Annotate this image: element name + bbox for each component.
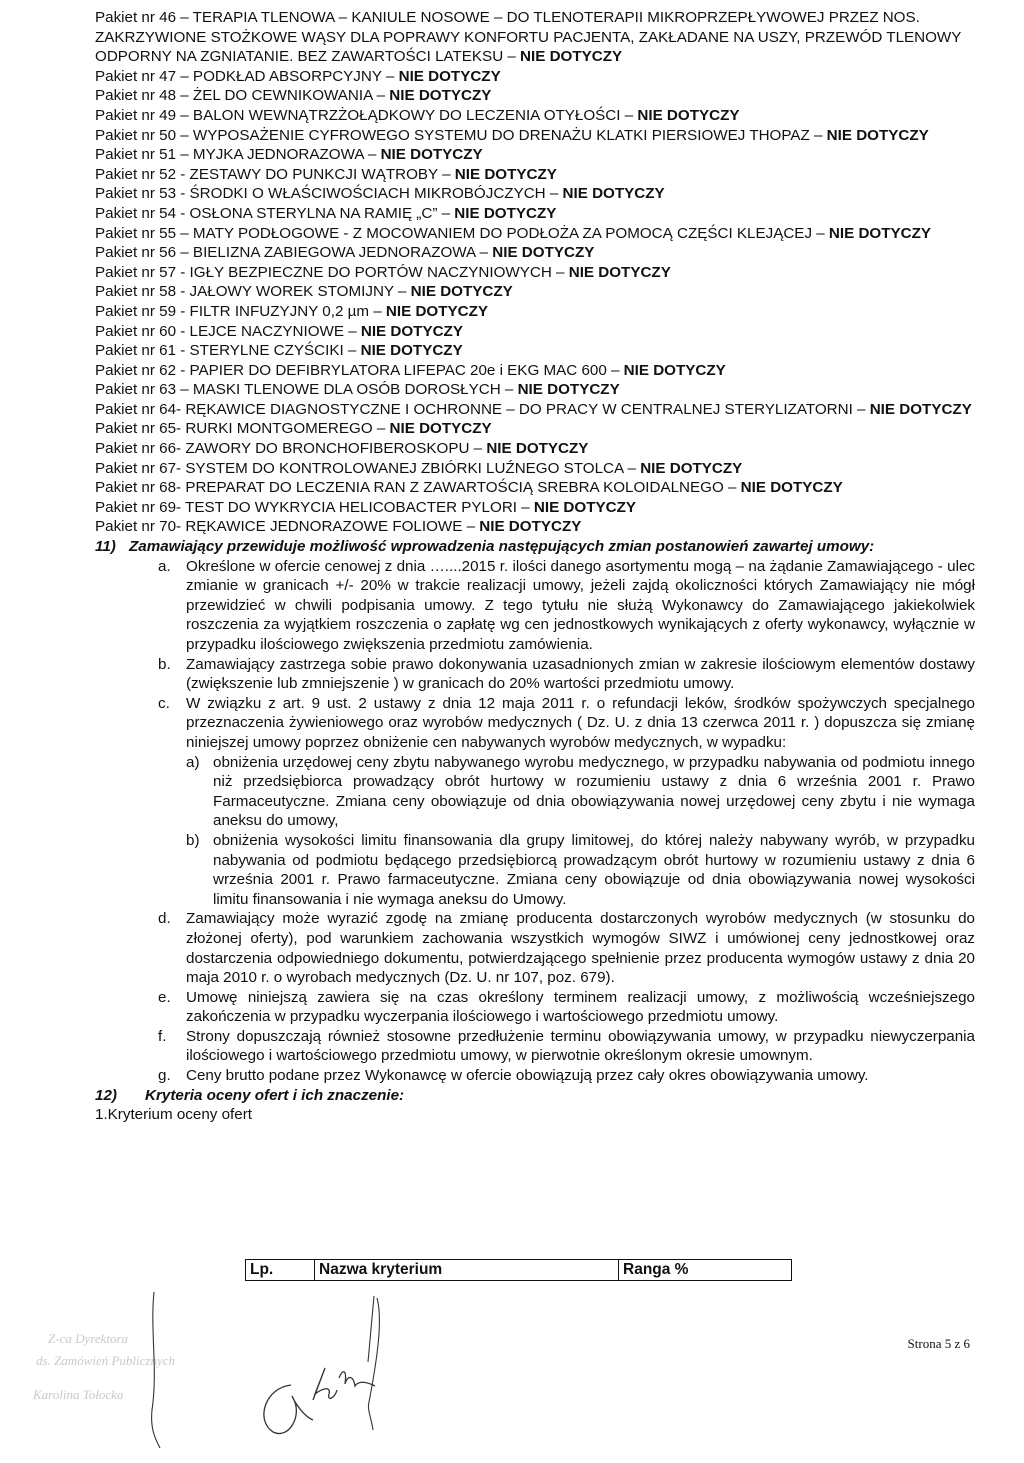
stamp-signature-stroke	[142, 1290, 172, 1450]
package-line: Pakiet nr 69- TEST DO WYKRYCIA HELICOBACTER PYLORI – NIE DOTYCZY	[95, 498, 636, 516]
status-not-applicable: NIE DOTYCZY	[826, 126, 929, 144]
package-line: Pakiet nr 48 – ŻEL DO CEWNIKOWANIA – NIE DOTYCZY	[95, 87, 492, 105]
status-not-applicable: NIE DOTYCZY	[398, 67, 501, 85]
status-not-applicable: NIE DOTYCZY	[562, 185, 665, 203]
status-not-applicable: NIE DOTYCZY	[454, 204, 557, 222]
section-11-list	[95, 557, 975, 1086]
package-line: Pakiet nr 46 – TERAPIA TLENOWA – KANIULE NOSOWE – DO TLENOTERAPII MIKROPRZEPŁYWOWEJ PRZEZ NOS. ZAKRZYWIONE STOŻKOWE WĄSY DLA POPRAWY KONFORTU PACJENTA, ZAKŁADANE NA USZY, PRZEWÓD TLENOWY ODPORNY NA ZGNIATANIE. BEZ ZAWARTOŚCI LATEKSU – NIE DOTYCZY	[95, 9, 962, 66]
handwritten-signature	[255, 1290, 415, 1440]
amendment-item: g. Ceny brutto podane przez Wykonawcę w ofercie obowiązują przez cały okres obowiązywania umowy.	[158, 1067, 869, 1085]
table-header-row	[246, 1260, 792, 1281]
section-12-title: Kryteria oceny ofert i ich znaczenie:	[145, 1086, 405, 1104]
amendment-subitem: b) obniżenia wysokości limitu finansowania dla grupy limitowej, do której należy nabywany wyrób, w przypadku nabywania od podmiotu będącego przedsiębiorcą prowadzącym obrót hurtowy w rozumieniu ustawy z dnia 6 września 2001 r. Prawo farmaceutyczne. Zmiana ceny obowiązuje od dnia obowiązywania nowej wysokości limitu finansowania i nie wymaga aneksu do Umowy.	[186, 831, 975, 908]
package-line: Pakiet nr 68- PREPARAT DO LECZENIA RAN Z ZAWARTOŚCIĄ SREBRA KOLOIDALNEGO – NIE DOTYCZY	[95, 479, 843, 497]
status-not-applicable: NIE DOTYCZY	[360, 322, 463, 340]
status-not-applicable: NIE DOTYCZY	[533, 498, 636, 516]
package-line: Pakiet nr 63 – MASKI TLENOWE DLA OSÓB DOROSŁYCH – NIE DOTYCZY	[95, 381, 620, 399]
section-11-title: Zamawiający przewiduje możliwość wprowadzenia następujących zmian postanowień zawartej umowy:	[129, 538, 875, 556]
package-line: Pakiet nr 64- RĘKAWICE DIAGNOSTYCZNE I OCHRONNE – DO PRACY W CENTRALNEJ STERYLIZATORNI – NIE DOTYCZY	[95, 400, 972, 418]
package-line: Pakiet nr 66- ZAWORY DO BRONCHOFIBEROSKOPU – NIE DOTYCZY	[95, 440, 589, 458]
status-not-applicable: NIE DOTYCZY	[520, 48, 623, 66]
package-line: Pakiet nr 51 – MYJKA JEDNORAZOWA – NIE DOTYCZY	[95, 146, 483, 164]
package-line: Pakiet nr 47 – PODKŁAD ABSORPCYJNY – NIE DOTYCZY	[95, 67, 501, 85]
status-not-applicable: NIE DOTYCZY	[360, 342, 463, 360]
package-line: Pakiet nr 50 – WYPOSAŻENIE CYFROWEGO SYSTEMU DO DRENAŻU KLATKI PIERSIOWEJ THOPAZ – NIE DOTYCZY	[95, 126, 929, 144]
status-not-applicable: NIE DOTYCZY	[492, 244, 595, 262]
status-not-applicable: NIE DOTYCZY	[740, 479, 843, 497]
criterion-line: 1.Kryterium oceny ofert	[95, 1106, 252, 1124]
status-not-applicable: NIE DOTYCZY	[389, 87, 492, 105]
col-rank: Ranga %	[619, 1260, 792, 1281]
status-not-applicable: NIE DOTYCZY	[623, 361, 726, 379]
status-not-applicable: NIE DOTYCZY	[389, 420, 492, 438]
amendment-item: a. Określone w ofercie cenowej z dnia …....2015 r. ilości danego asortymentu mogą – na żądanie Zamawiającego - ulec zmianie w granicach +/- 20% w trakcie realizacji umowy, jeżeli zajdą okoliczności których Zamawiający nie mógł przewidzieć w chwili podpisania umowy. Z tego tytułu nie służą Wykonawcy do Zamawiającego jakiekolwiek roszczenia za wyjątkiem roszczenia o zapłatę wg cen jednostkowych wynikających z oferty wykonawcy, wyłącznie w przypadku ilościowego zwiększenia przedmiotu zamówienia.	[158, 557, 975, 653]
package-line: Pakiet nr 57 - IGŁY BEZPIECZNE DO PORTÓW NACZYNIOWYCH – NIE DOTYCZY	[95, 263, 671, 281]
status-not-applicable: NIE DOTYCZY	[637, 106, 740, 124]
status-not-applicable: NIE DOTYCZY	[454, 165, 557, 183]
package-line: Pakiet nr 58 - JAŁOWY WOREK STOMIJNY – NIE DOTYCZY	[95, 283, 513, 301]
amendment-item: f. Strony dopuszczają również stosowne przedłużenie terminu obowiązywania umowy, w przypadku niewyczerpania ilościowego i wartościowego przedmiotu umowy, w pierwotnie określonym okresie umownym.	[158, 1027, 975, 1065]
package-line: Pakiet nr 67- SYSTEM DO KONTROLOWANEJ ZBIÓRKI LUŹNEGO STOLCA – NIE DOTYCZY	[95, 459, 743, 477]
status-not-applicable: NIE DOTYCZY	[568, 263, 671, 281]
status-not-applicable: NIE DOTYCZY	[479, 518, 582, 536]
col-name: Nazwa kryterium	[315, 1260, 619, 1281]
package-line: Pakiet nr 60 - LEJCE NACZYNIOWE – NIE DOTYCZY	[95, 322, 463, 340]
amendment-sublist	[186, 753, 975, 910]
document-page	[95, 8, 975, 1125]
package-line: Pakiet nr 53 - ŚRODKI O WŁAŚCIWOŚCIACH MIKROBÓJCZYCH – NIE DOTYCZY	[95, 185, 665, 203]
amendment-subitem: a) obniżenia urzędowej ceny zbytu nabywanego wyrobu medycznego, w przypadku nabywania od podmiotu innego niż przedsiębiorca prowadzący obrót hurtowy w rozumieniu ustawy z dnia 6 września 2001 r. Prawo Farmaceutyczne. Zmiana ceny obowiązuje od dnia obowiązywania nowej urzędowej ceny zbytu i nie wymaga aneksu do umowy,	[186, 753, 975, 830]
package-line: Pakiet nr 59 - FILTR INFUZYJNY 0,2 µm – NIE DOTYCZY	[95, 302, 489, 320]
amendment-item: e. Umowę niniejszą zawiera się na czas określony terminem realizacji umowy, z możliwością wcześniejszego zakończenia w przypadku wyczerpania ilościowego i wartościowego przedmiotu umowy.	[158, 988, 975, 1026]
package-line: Pakiet nr 56 – BIELIZNA ZABIEGOWA JEDNORAZOWA – NIE DOTYCZY	[95, 244, 595, 262]
package-line: Pakiet nr 54 - OSŁONA STERYLNA NA RAMIĘ „C” – NIE DOTYCZY	[95, 204, 557, 222]
status-not-applicable: NIE DOTYCZY	[828, 224, 932, 242]
col-lp: Lp.	[246, 1260, 315, 1281]
package-line: Pakiet nr 62 - PAPIER DO DEFIBRYLATORA LIFEPAC 20e i EKG MAC 600 – NIE DOTYCZY	[95, 361, 726, 379]
status-not-applicable: NIE DOTYCZY	[410, 283, 513, 301]
package-line: Pakiet nr 65- RURKI MONTGOMEREGO – NIE DOTYCZY	[95, 420, 492, 438]
package-line: Pakiet nr 70- RĘKAWICE JEDNORAZOWE FOLIOWE – NIE DOTYCZY	[95, 518, 582, 536]
status-not-applicable: NIE DOTYCZY	[869, 400, 972, 418]
section-12-heading: 12) Kryteria oceny ofert i ich znaczenie:	[95, 1086, 405, 1104]
status-not-applicable: NIE DOTYCZY	[385, 302, 489, 320]
status-not-applicable: NIE DOTYCZY	[380, 146, 483, 164]
package-line: Pakiet nr 52 - ZESTAWY DO PUNKCJI WĄTROBY – NIE DOTYCZY	[95, 165, 557, 183]
amendment-item: d. Zamawiający może wyrazić zgodę na zmianę producenta dostarczonych wyrobów medycznych (w stosunku do złożonej oferty), pod warunkiem zachowania wszystkich wymogów SIWZ i umówionej ceny jednostkowej oraz dostarczenia odpowiedniego dokumentu, potwierdzającego spełnienie przez producenta wymogów ustawy z dnia 20 maja 2010 r. o wyrobach medycznych (Dz. U. nr 107, poz. 679).	[158, 910, 975, 987]
amendment-item: c. W związku z art. 9 ust. 2 ustawy z dnia 12 maja 2011 r. o refundacji leków, środków spożywczych specjalnego przeznaczenia żywieniowego oraz wyrobów medycznych ( Dz. U. z dnia 13 czerwca 2011 r. ) dopuszcza się zmianę niniejszej umowy poprzez obniżenie cen nabywanych wyrobów medycznych, w wypadku: a) obniżenia urzędowej ceny zbytu nabywanego wyrobu medycznego, w przypadku nabywania od podmiotu innego niż przedsiębiorca prowadzący obrót hurtowy w rozumieniu ustawy z dnia 6 września 2001 r. Prawo Farmaceutyczne. Zmiana ceny obowiązuje od dnia obowiązywania nowej urzędowej ceny zbytu i nie wymaga aneksu do umowy, b) obniżenia wysokości limitu finansowania dla grupy limitowej, do której należy nabywany wyrób, w przypadku nabywania od podmiotu będącego przedsiębiorcą prowadzącym obrót hurtowy w rozumieniu ustawy z dnia 6 września 2001 r. Prawo farmaceutyczne. Zmiana ceny obowiązuje od dnia obowiązywania nowej wysokości limitu finansowania i nie wymaga aneksu do Umowy.	[158, 694, 975, 908]
package-line: Pakiet nr 49 – BALON WEWNĄTRZŻOŁĄDKOWY DO LECZENIA OTYŁOŚCI – NIE DOTYCZY	[95, 106, 740, 124]
status-not-applicable: NIE DOTYCZY	[640, 459, 743, 477]
status-not-applicable: NIE DOTYCZY	[486, 440, 589, 458]
official-stamp: Z-ca Dyrektora ds. Zamówień Publicznych Karolina Tołocka	[33, 1331, 176, 1402]
section-11-heading: 11) Zamawiający przewiduje możliwość wprowadzenia następujących zmian postanowień zawartej umowy:	[95, 538, 875, 556]
amendment-item: b. Zamawiający zastrzega sobie prawo dokonywania uzasadnionych zmian w zakresie ilościowym elementów dostawy (zwiększenie lub zmniejszenie ) w granicach do 20% wartości przedmiotu umowy.	[158, 655, 975, 693]
package-list	[95, 8, 975, 537]
criteria-table	[245, 1259, 792, 1281]
status-not-applicable: NIE DOTYCZY	[517, 381, 620, 399]
package-line: Pakiet nr 61 - STERYLNE CZYŚCIKI – NIE DOTYCZY	[95, 342, 463, 360]
page-footer: Strona 5 z 6	[907, 1336, 970, 1351]
package-line: Pakiet nr 55 – MATY PODŁOGOWE - Z MOCOWANIEM DO PODŁOŻA ZA POMOCĄ CZĘŚCI KLEJĄCEJ – NIE DOTYCZY	[95, 224, 932, 242]
